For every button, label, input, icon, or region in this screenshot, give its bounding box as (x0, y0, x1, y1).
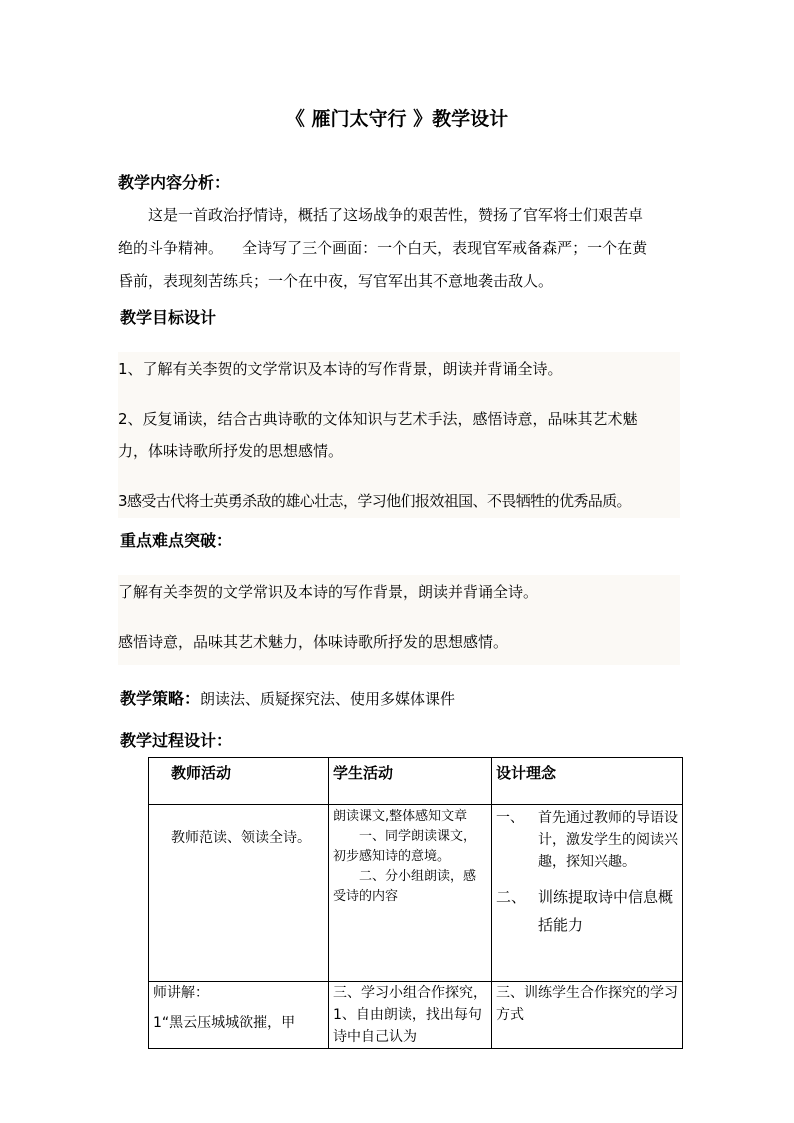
goal-item-2-line-1: 2、反复诵读，结合古典诗歌的文体知识与艺术手法，感悟诗意，品味其艺术魅 (118, 410, 638, 428)
row1-teacher-activity: 教师范读、领读全诗。 (149, 805, 329, 982)
strategy-line (120, 684, 455, 714)
goal-item-2-line-2: 力，体味诗歌所抒发的思想感情。 (118, 442, 344, 460)
content-analysis-heading: 教学内容分析： (118, 173, 231, 192)
column-header-student: 学生活动 (329, 758, 492, 805)
row2-teacher-line-2: 1“黑云压城城欲摧，甲 (153, 1015, 296, 1031)
row2-teacher-activity (149, 982, 329, 1049)
table-row (149, 982, 683, 1049)
strategy-label: 教学策略： (120, 689, 201, 708)
concept-item-1-number: 一、 (496, 810, 524, 826)
document-title: 《 雁门太守行 》教学设计 (285, 108, 509, 130)
row1-student-line-2: 一、同学朗读课文，初步感知诗的意境。 (333, 829, 477, 864)
concept-item-2-number: 二、 (496, 888, 527, 906)
concept-item-1 (496, 807, 678, 873)
content-analysis-line-3: 昏前，表现刻苦练兵；一个在中夜，写官军出其不意地袭击敌人。 (118, 272, 554, 290)
key-points-heading: 重点难点突破： (120, 531, 233, 550)
table-header-row (149, 758, 683, 805)
goal-item-3: 3感受古代将士英勇杀敌的雄心壮志，学习他们报效祖国、不畏牺牲的优秀品质。 (118, 492, 631, 510)
concept-item-2-text: 训练提取诗中信息概括能力 (538, 888, 674, 934)
row1-design-concept (492, 805, 683, 982)
content-analysis-line-2: 绝的斗争精神。 全诗写了三个画面：一个白天，表现官军戒备森严；一个在黄 (118, 239, 648, 257)
key-point-2: 感悟诗意，品味其艺术魅力，体味诗歌所抒发的思想感情。 (118, 633, 509, 651)
concept-item-1-text: 首先通过教师的导语设计，激发学生的阅读兴趣，探知兴趣。 (538, 810, 678, 870)
row1-student-activity (329, 805, 492, 982)
row1-student-line-1: 朗读课文,整体感知文章 (333, 809, 468, 824)
concept-item-2 (496, 883, 678, 939)
column-header-concept: 设计理念 (492, 758, 683, 805)
content-analysis-line-1: 这是一首政治抒情诗，概括了这场战争的艰苦性，赞扬了官军将士们艰苦卓 (148, 206, 644, 224)
process-table (148, 757, 683, 1049)
row2-design-concept: 三、训练学生合作探究的学习方式 (492, 982, 683, 1049)
row2-teacher-line-1: 师讲解： (153, 985, 209, 1001)
process-heading: 教学过程设计： (120, 731, 233, 750)
column-header-teacher: 教师活动 (149, 758, 329, 805)
goal-item-1: 1、了解有关李贺的文学常识及本诗的写作背景，朗读并背诵全诗。 (118, 360, 563, 378)
strategy-text: 朗读法、质疑探究法、使用多媒体课件 (200, 690, 456, 708)
goals-heading: 教学目标设计 (120, 308, 217, 327)
table-row (149, 805, 683, 982)
row1-student-line-3: 二、分小组朗读，感受诗的内容 (333, 869, 477, 904)
key-point-1: 了解有关李贺的文学常识及本诗的写作背景，朗读并背诵全诗。 (118, 583, 539, 601)
row2-student-activity: 三、学习小组合作探究，1、自由朗读，找出每句诗中自己认为 (329, 982, 492, 1049)
